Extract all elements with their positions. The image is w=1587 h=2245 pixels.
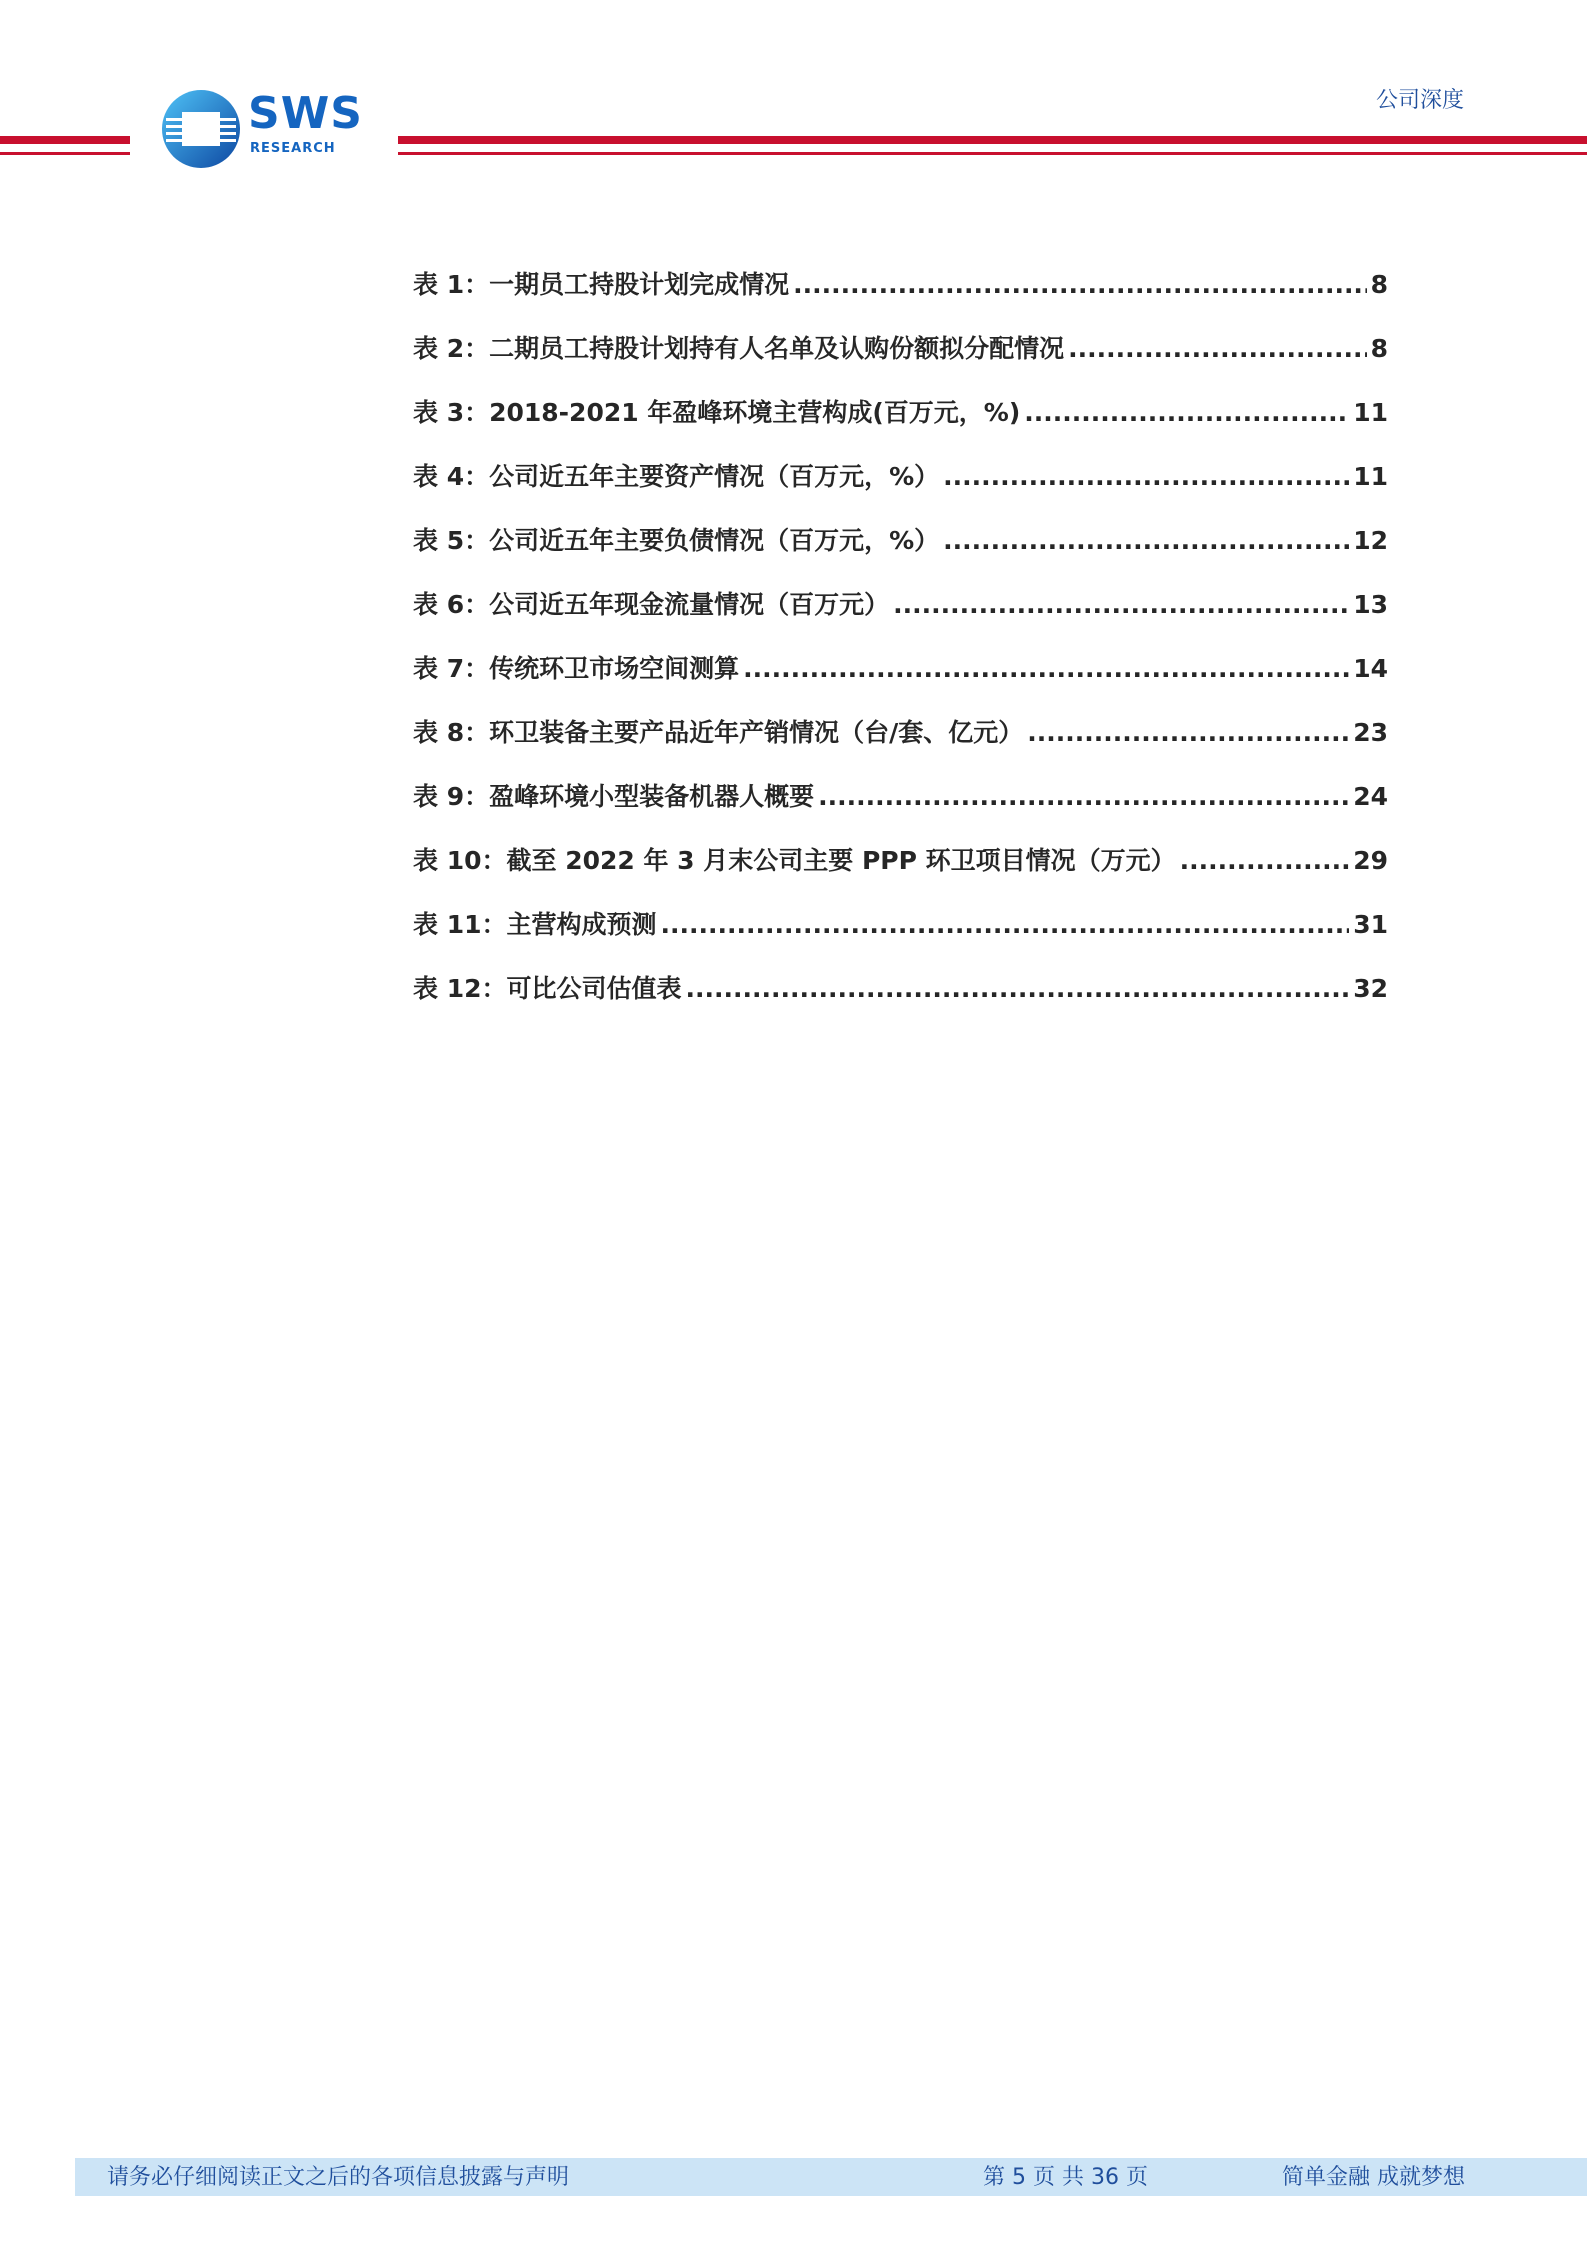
toc-entry-page: 8 bbox=[1370, 270, 1388, 299]
toc-entry-page: 8 bbox=[1370, 334, 1388, 363]
logo-wordmark: SWS bbox=[248, 88, 363, 139]
header-rule-right bbox=[398, 136, 1587, 144]
logo-subtitle: RESEARCH bbox=[250, 141, 336, 156]
toc-entry-page: 12 bbox=[1353, 526, 1388, 555]
toc-entry-title: 表 5：公司近五年主要负债情况（百万元，%） bbox=[413, 526, 940, 555]
footer-disclaimer: 请务必仔细阅读正文之后的各项信息披露与声明 bbox=[107, 2165, 570, 2190]
toc-entry[interactable] bbox=[413, 329, 1388, 393]
header-rule-left-thin bbox=[0, 152, 130, 155]
toc-entry[interactable] bbox=[413, 713, 1388, 777]
sws-logo-icon bbox=[160, 88, 242, 170]
page-footer bbox=[75, 2158, 1587, 2196]
toc-entry[interactable] bbox=[413, 777, 1388, 841]
toc-entry-title: 表 12：可比公司估值表 bbox=[413, 974, 682, 1003]
section-tag: 公司深度 bbox=[1375, 88, 1464, 113]
toc-entry-title: 表 10：截至 2022 年 3 月末公司主要 PPP 环卫项目情况（万元） bbox=[413, 846, 1176, 875]
toc-entry[interactable] bbox=[413, 905, 1388, 969]
toc-leader-dots bbox=[793, 270, 1366, 299]
toc-entry[interactable] bbox=[413, 585, 1388, 649]
toc-leader-dots bbox=[818, 782, 1349, 811]
toc-entry[interactable] bbox=[413, 969, 1388, 1033]
toc-entry-page: 14 bbox=[1353, 654, 1388, 683]
header-rule-right-thin bbox=[398, 152, 1587, 155]
toc-entry-title: 表 2：二期员工持股计划持有人名单及认购份额拟分配情况 bbox=[413, 334, 1065, 363]
toc-entry-page: 29 bbox=[1353, 846, 1388, 875]
toc-entry-page: 11 bbox=[1353, 462, 1388, 491]
toc-leader-dots bbox=[1027, 718, 1349, 747]
toc-entry[interactable] bbox=[413, 521, 1388, 585]
toc-entry-page: 32 bbox=[1353, 974, 1388, 1003]
toc-leader-dots bbox=[743, 654, 1349, 683]
toc-leader-dots bbox=[661, 910, 1350, 939]
toc-entry[interactable] bbox=[413, 649, 1388, 713]
toc-entry[interactable] bbox=[413, 265, 1388, 329]
toc-entry-page: 24 bbox=[1353, 782, 1388, 811]
toc-entry-page: 11 bbox=[1353, 398, 1388, 427]
toc-entry-title: 表 1：一期员工持股计划完成情况 bbox=[413, 270, 790, 299]
sws-research-logo bbox=[160, 88, 375, 170]
toc-leader-dots bbox=[1024, 398, 1349, 427]
header-rule-left bbox=[0, 136, 130, 144]
toc-entry-title: 表 7：传统环卫市场空间测算 bbox=[413, 654, 740, 683]
toc-entry-page: 13 bbox=[1353, 590, 1388, 619]
toc-entry-title: 表 6：公司近五年现金流量情况（百万元） bbox=[413, 590, 890, 619]
toc-entry-title: 表 11：主营构成预测 bbox=[413, 910, 657, 939]
toc-entry-title: 表 9：盈峰环境小型装备机器人概要 bbox=[413, 782, 815, 811]
toc-leader-dots bbox=[1068, 334, 1366, 363]
toc-entry[interactable] bbox=[413, 841, 1388, 905]
toc-entry-title: 表 4：公司近五年主要资产情况（百万元，%） bbox=[413, 462, 940, 491]
toc-entry-title: 表 8：环卫装备主要产品近年产销情况（台/套、亿元） bbox=[413, 718, 1024, 747]
toc-entry[interactable] bbox=[413, 393, 1388, 457]
toc-entry-title: 表 3：2018-2021 年盈峰环境主营构成(百万元，%) bbox=[413, 398, 1021, 427]
footer-slogan: 简单金融 成就梦想 bbox=[1282, 2165, 1465, 2190]
toc-entry[interactable] bbox=[413, 457, 1388, 521]
toc-leader-dots bbox=[893, 590, 1349, 619]
page-header bbox=[0, 0, 1587, 170]
toc-leader-dots bbox=[943, 462, 1349, 491]
toc-leader-dots bbox=[1180, 846, 1350, 875]
toc-entry-page: 23 bbox=[1353, 718, 1388, 747]
footer-page-info: 第 5 页 共 36 页 bbox=[983, 2165, 1148, 2190]
toc-entry-page: 31 bbox=[1353, 910, 1388, 939]
table-of-tables bbox=[413, 265, 1388, 1033]
toc-leader-dots bbox=[686, 974, 1350, 1003]
toc-leader-dots bbox=[943, 526, 1349, 555]
